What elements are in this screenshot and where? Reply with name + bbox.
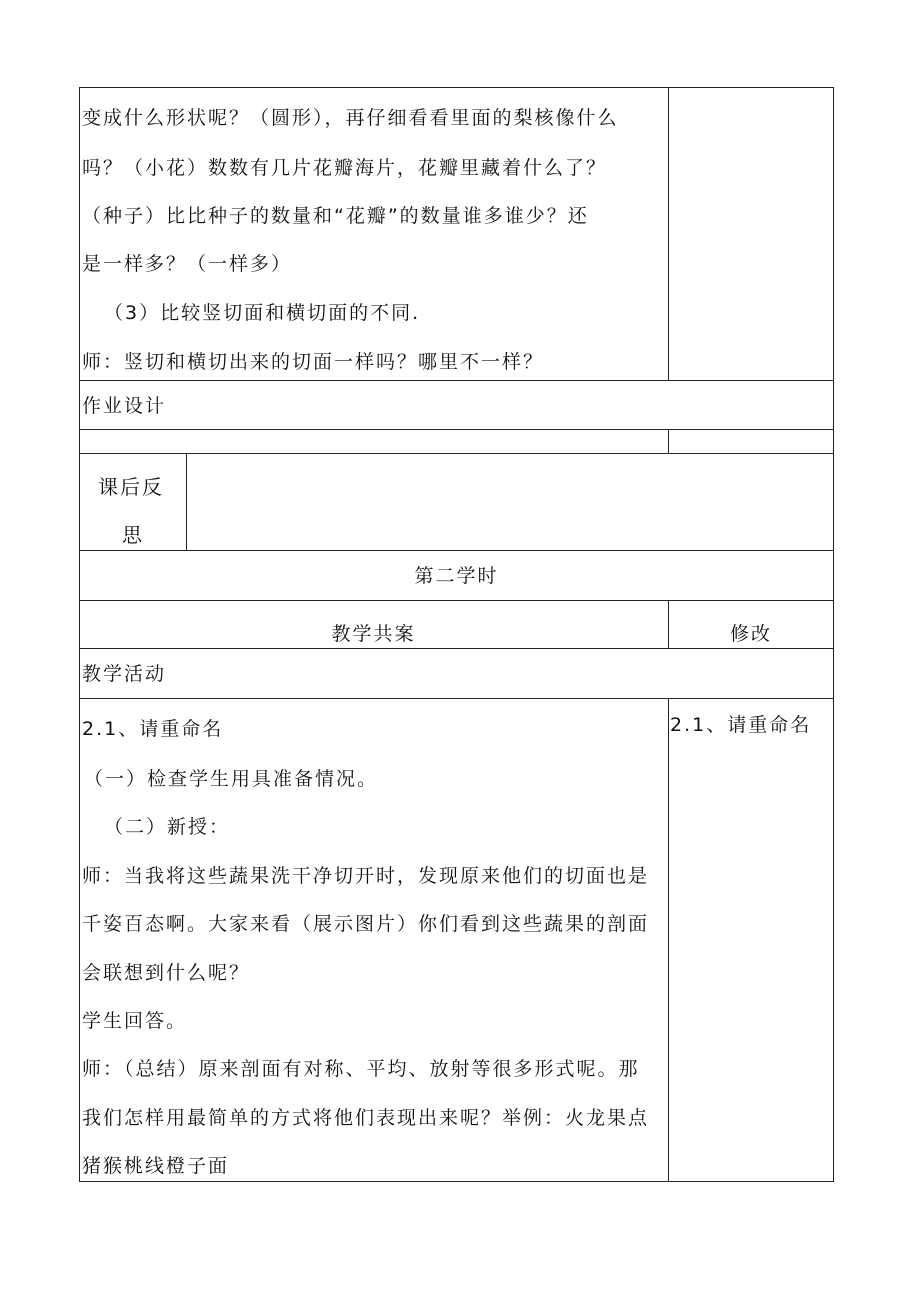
text-line: 会联想到什么呢？: [82, 962, 251, 984]
plan-column-header: 教学共案: [331, 623, 416, 645]
row-divider: [79, 648, 834, 649]
text-line: 是一样多？（一样多）: [82, 253, 293, 275]
text-line: 师：（总结）原来剖面有对称、平均、放射等很多形式呢。那: [82, 1058, 640, 1080]
text-line: 我们怎样用最简单的方式将他们表现出来呢？举例：火龙果点: [82, 1107, 650, 1129]
row-divider: [79, 453, 834, 454]
second-period-title: 第二学时: [414, 565, 499, 587]
text-line: 变成什么形状呢？（圆形），再仔细看看里面的梨核像什么: [82, 107, 619, 129]
column-divider: [668, 87, 669, 381]
reflection-label-line2: 思: [122, 523, 144, 547]
revise-note: 2.1、请重命名: [670, 714, 812, 736]
text-line: 猪猴桃线橙子面: [82, 1155, 230, 1177]
row-divider: [79, 380, 834, 381]
text-line: 吗？（小花）数数有几片花瓣海片，花瓣里藏着什么了？: [82, 157, 608, 179]
column-divider: [668, 698, 669, 1182]
table-border-bottom: [79, 1181, 834, 1182]
table-border-top: [79, 87, 834, 88]
text-line: （一）检查学生用具准备情况。: [84, 768, 379, 790]
text-line: 千姿百态啊。大家来看（展示图片）你们看到这些蔬果的剖面: [82, 913, 650, 935]
row-divider: [79, 698, 834, 699]
text-line: （3）比较竖切面和横切面的不同.: [104, 302, 421, 324]
text-line: （种子）比比种子的数量和“花瓣”的数量谁多谁少？还: [82, 205, 589, 227]
column-divider: [668, 429, 669, 454]
text-line: 师：当我将这些蔬果洗干净切开时，发现原来他们的切面也是: [82, 865, 650, 887]
homework-label: 作业设计: [82, 395, 167, 417]
revise-column-header: 修改: [729, 623, 772, 645]
text-line: （二）新授：: [104, 816, 231, 838]
text-line: 2.1、请重命名: [82, 718, 224, 740]
reflection-label-line1: 课后反: [98, 475, 164, 499]
row-divider: [79, 550, 834, 551]
row-divider: [79, 600, 834, 601]
activities-label: 教学活动: [82, 663, 167, 685]
row-divider: [79, 429, 834, 430]
column-divider: [186, 453, 187, 551]
text-line: 学生回答。: [82, 1010, 188, 1032]
text-line: 师：竖切和横切出来的切面一样吗？哪里不一样？: [82, 351, 545, 373]
table-border-right: [833, 87, 834, 1182]
